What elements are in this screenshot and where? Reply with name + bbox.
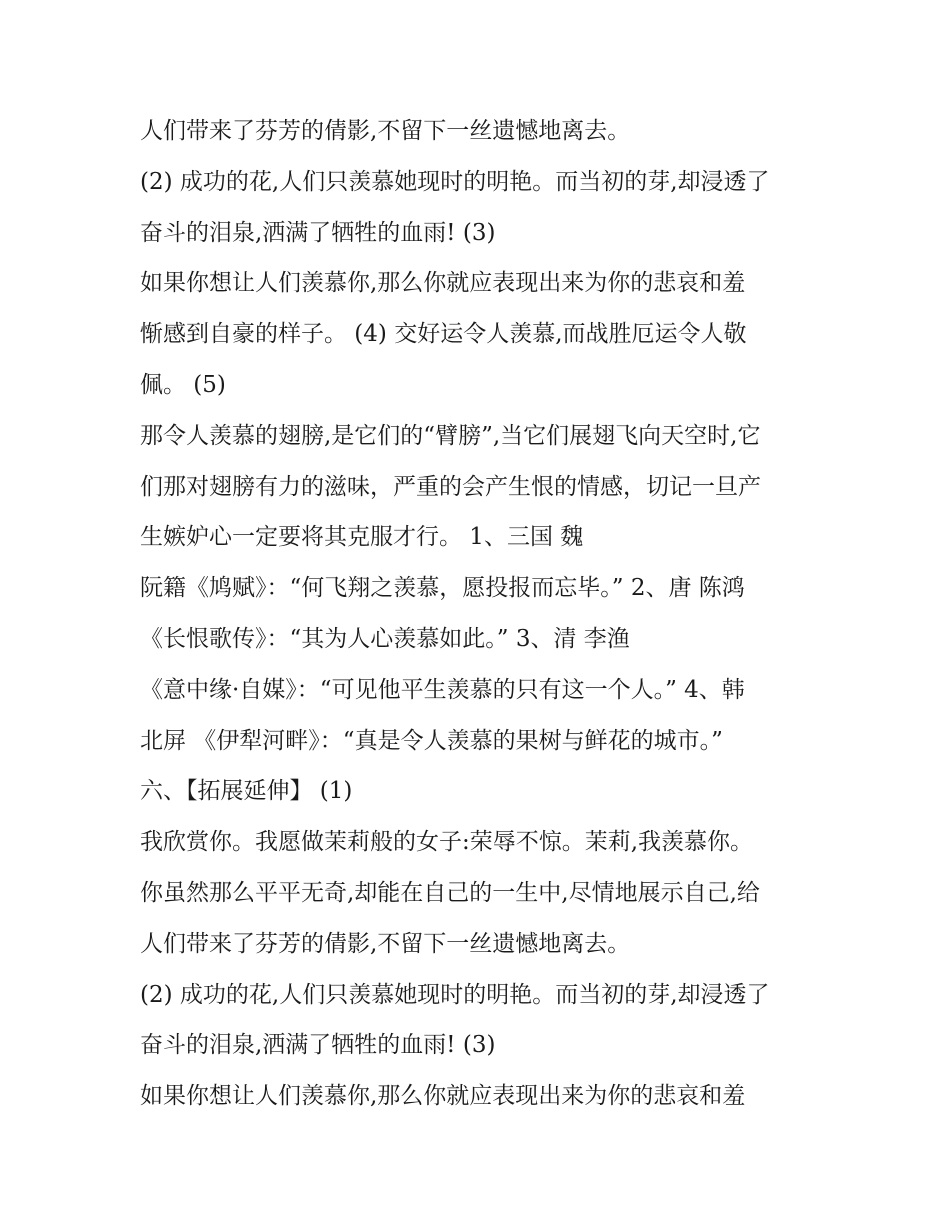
- text-line: (2) 成功的花,人们只羡慕她现时的明艳。而当初的芽,却浸透了: [140, 981, 770, 1008]
- text-line: 惭感到自豪的样子。 (4) 交好运令人羡慕,而战胜厄运令人敬: [140, 321, 747, 348]
- text-line: 奋斗的泪泉,洒满了牺牲的血雨! (3): [140, 1032, 496, 1059]
- text-line: 如果你想让人们羡慕你,那么你就应表现出来为你的悲哀和羞: [140, 270, 746, 297]
- text-line: 如果你想让人们羡慕你,那么你就应表现出来为你的悲哀和羞: [140, 1083, 746, 1110]
- text-line: 《长恨歌传》：“其为人心羡慕如此。” 3、清 李渔: [140, 625, 630, 652]
- text-line: 北屏 《伊犁河畔》：“真是令人羡慕的果树与鲜花的城市。”: [140, 727, 723, 754]
- text-line: 生嫉妒心一定要将其克服才行。 1、三国 魏: [140, 524, 584, 551]
- section-heading: 六、【拓展延伸】 (1): [140, 778, 353, 805]
- text-line: 奋斗的泪泉,洒满了牺牲的血雨! (3): [140, 219, 496, 246]
- text-line: 阮籍《鸠赋》：“何飞翔之羡慕，愿投报而忘毕。” 2、唐 陈鸿: [140, 575, 745, 602]
- text-line: 人们带来了芬芳的倩影,不留下一丝遗憾地离去。: [140, 118, 631, 144]
- text-line: 佩。 (5): [140, 371, 226, 398]
- body-text: [140, 106, 830, 1122]
- text-line: 你虽然那么平平无奇,却能在自己的一生中,尽情地展示自己,给: [140, 879, 760, 906]
- text-line: 们那对翅膀有力的滋味，严重的会产生恨的情感，切记一旦产: [140, 473, 761, 500]
- text-line: (2) 成功的花,人们只羡慕她现时的明艳。而当初的芽,却浸透了: [140, 168, 770, 195]
- text-line: 那令人羡慕的翅膀,是它们的“臂膀”,当它们展翅飞向天空时,它: [140, 422, 761, 449]
- text-line: 人们带来了芬芳的倩影,不留下一丝遗憾地离去。: [140, 930, 631, 957]
- text-line: 《意中缘·自媒》：“可见他平生羡慕的只有这一个人。” 4、韩: [140, 676, 745, 703]
- text-line: 我欣赏你。我愿做茉莉般的女子:荣辱不惊。茉莉,我羡慕你。: [140, 829, 754, 856]
